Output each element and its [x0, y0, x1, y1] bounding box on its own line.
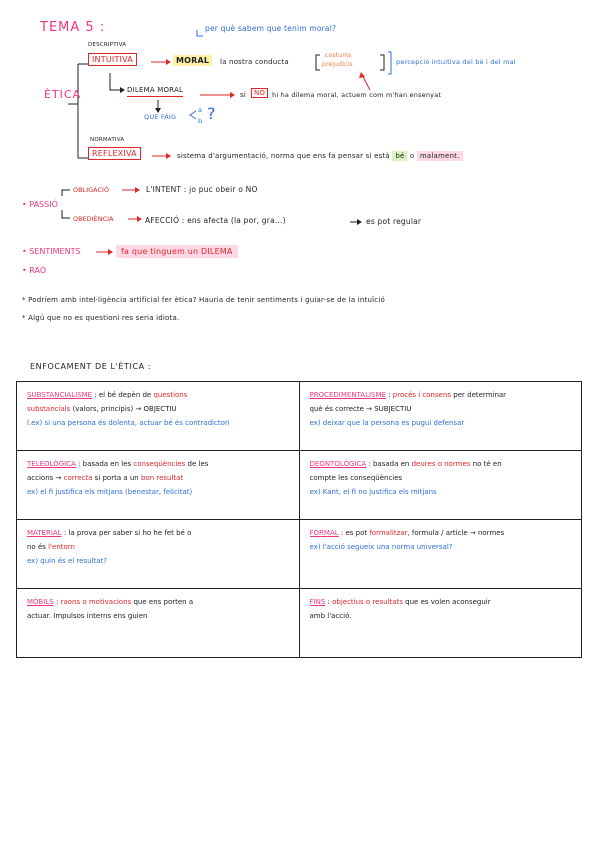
- substancialisme-line2: (valors, principis) → OBJECTIU: [72, 405, 177, 413]
- enfocament-title: ENFOCAMENT DE L'ÈTICA :: [30, 362, 152, 371]
- cell-material: [17, 520, 300, 589]
- term-fins: FINS: [309, 598, 326, 606]
- deontologica-line2: compte les conseqüències: [309, 474, 403, 482]
- term-mobils: MÒBILS: [27, 598, 54, 606]
- teleologica-bon-resultat: bon resultat: [140, 474, 184, 482]
- cell-procedimentalisme: [299, 382, 582, 451]
- formal-formalitzar: formalitzar,: [369, 529, 410, 537]
- fins-colon: :: [327, 598, 330, 606]
- word-malament: malament.: [417, 151, 463, 161]
- substancialisme-line1: : el bé depèn de: [94, 391, 152, 399]
- cell-formal: [299, 520, 582, 589]
- teleologica-correcta: correcta: [63, 474, 93, 482]
- mobils-line2: actuar. Impulsos interns ens guien: [27, 612, 148, 620]
- percepcio-text: percepció intuitiva del bé i del mal: [396, 58, 516, 66]
- question-mark: ?: [207, 104, 216, 123]
- cell-deontologica: [299, 451, 582, 520]
- fins-line2: amb l'acció.: [309, 612, 352, 620]
- label-si: si: [240, 91, 246, 99]
- term-formal: FORMAL: [309, 529, 339, 537]
- mobils-line1: que ens porten a: [133, 598, 194, 606]
- term-teleologica: TELEOLÒGICA: [27, 460, 76, 468]
- fins-objectius: objectius o resultats: [332, 598, 403, 606]
- label-reflexiva: REFLEXIVA: [88, 147, 141, 160]
- procedimentalisme-proces: procés i consens: [392, 391, 452, 399]
- afeccio-text: AFECCIÓ : ens afecta (la por, gra...): [145, 216, 286, 225]
- deontologica-example: ex) Kant, el fi no justifica els mitjans: [309, 488, 437, 496]
- procedimentalisme-example: ex) deixar que la persona es pugui defensar: [309, 419, 465, 427]
- label-que-faig: QUE FAIG: [144, 113, 177, 121]
- cell-substancialisme: [17, 382, 300, 451]
- option-a: a: [198, 106, 203, 114]
- material-entorn: l'entorn: [48, 543, 75, 551]
- label-obligacio: OBLIGACIÓ: [73, 186, 110, 194]
- mobils-raons: raons o motivacions: [60, 598, 132, 606]
- formal-example: ex) l'acció segueix una norma universal?: [309, 543, 453, 551]
- term-substancialisme: SUBSTANCIALISME: [27, 391, 93, 399]
- page-title: TEMA 5 :: [40, 20, 106, 35]
- deontologica-deures: deures o normes: [411, 460, 471, 468]
- substancialisme-substancials: substancials: [27, 405, 71, 413]
- label-obediencia: OBEDIÈNCIA: [73, 215, 114, 223]
- mobils-colon: :: [56, 598, 59, 606]
- teleologica-line1: : basada en les: [78, 460, 132, 468]
- sentiments-dilema: fa que tinguem un DILEMA: [116, 245, 238, 258]
- label-no: NO: [251, 88, 268, 98]
- formal-line1: : es pot: [340, 529, 368, 537]
- procedimentalisme-line1: per determinar: [453, 391, 507, 399]
- label-normativa: NORMATIVA: [90, 137, 125, 143]
- procedimentalisme-line2: què és correcte → SUBJECTIU: [309, 405, 412, 413]
- teleologica-accions: accions →: [27, 474, 62, 482]
- header-question: per què sabem que tenim moral?: [205, 24, 337, 33]
- label-prejudicis: prejudicis: [322, 61, 353, 68]
- label-intuitiva: INTUITIVA: [88, 53, 137, 66]
- material-example: ex) quin és el resultat?: [27, 557, 107, 565]
- label-etica: ÈTICA: [44, 88, 82, 101]
- procedimentalisme-colon: :: [388, 391, 391, 399]
- word-be: bé: [392, 151, 407, 161]
- teleologica-consequencies: conseqüències: [133, 460, 186, 468]
- label-passio: • PASSIÓ: [22, 200, 58, 209]
- formal-line1c: formula / article → normes: [411, 529, 505, 537]
- label-rao: • RAÓ: [22, 266, 47, 275]
- label-descriptiva: DESCRIPTIVA: [88, 42, 127, 48]
- cell-teleologica: [17, 451, 300, 520]
- word-o: o: [409, 152, 415, 160]
- substancialisme-questions: questions: [153, 391, 188, 399]
- label-sentiments: • SENTIMENTS: [22, 247, 81, 256]
- teleologica-example: ex) el fi justifica els mitjans (benestar, felicitat): [27, 488, 193, 496]
- material-line2: no és: [27, 543, 46, 551]
- deontologica-line1: : basada en: [368, 460, 410, 468]
- term-procedimentalisme: PROCEDIMENTALISME: [309, 391, 386, 399]
- note-ai: * Podríem amb intel·ligència artificial fer ètica? Hauria de tenir sentiments i guiar-se de la intuïció: [22, 296, 385, 304]
- term-material: MATERIAL: [27, 529, 62, 537]
- material-line1: : la prova per saber si ho he fet bé o: [63, 529, 192, 537]
- label-costums: costums: [325, 52, 352, 59]
- substancialisme-example: l.ex) si una persona és dolenta, actuar bé és contradictori: [27, 419, 230, 427]
- deontologica-line1c: no té en: [472, 460, 502, 468]
- sistema-description: sistema d'argumentació, norma que ens fa pensar si està: [177, 152, 390, 160]
- label-dilema-moral: DILEMA MORAL: [127, 86, 183, 97]
- option-b: b: [198, 117, 203, 125]
- label-moral: MORAL: [173, 55, 212, 66]
- teleologica-line1c: de les: [187, 460, 209, 468]
- note-idiota: * Algú que no es questioni res seria idiota.: [22, 314, 180, 322]
- fins-line1: que es volen aconseguir: [405, 598, 491, 606]
- cell-fins: [299, 589, 582, 658]
- dilema-description: hi ha dilema moral, actuem com m'han ensenyat: [272, 91, 442, 99]
- regular-text: es pot regular: [366, 217, 422, 226]
- sistema-text: [177, 152, 463, 160]
- cell-mobils: [17, 589, 300, 658]
- moral-description: la nostra conducta: [220, 58, 289, 66]
- intent-text: L'INTENT : jo puc obeir o NO: [146, 185, 258, 194]
- term-deontologica: DEONTOLÒGICA: [309, 460, 367, 468]
- teleologica-line2: si porta a un: [94, 474, 139, 482]
- enfocament-table: [16, 381, 582, 658]
